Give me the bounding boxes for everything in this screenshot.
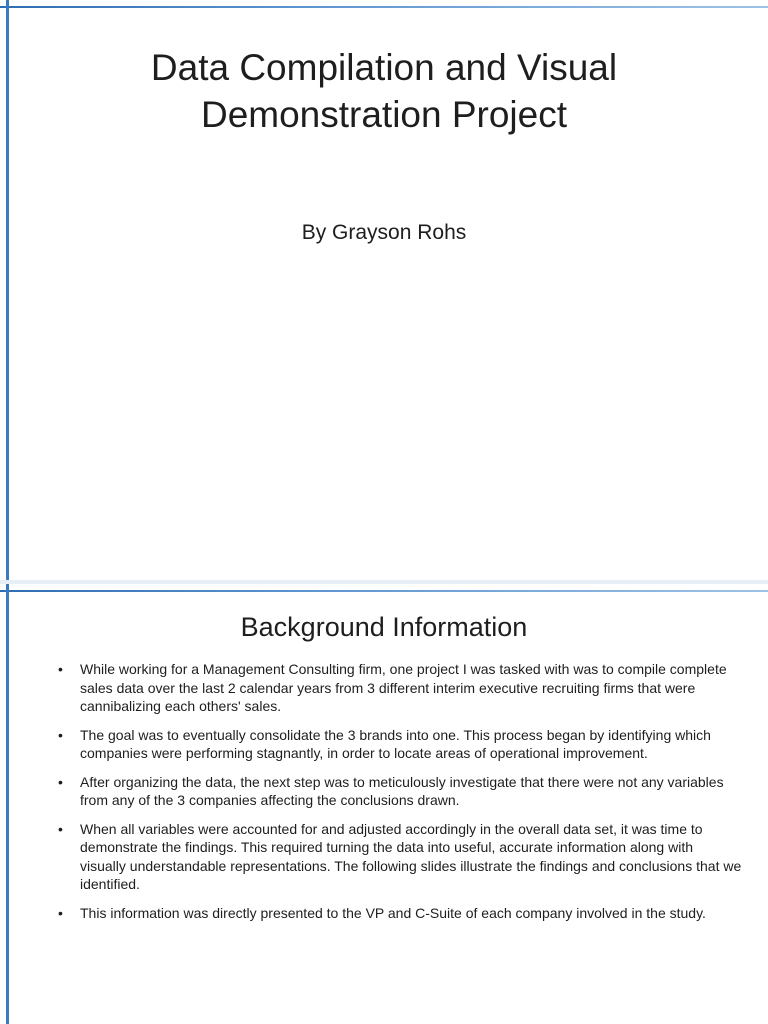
bullet-text: This information was directly presented to the VP and C-Suite of each company involved in the study. [80, 904, 706, 921]
bullet-text: After organizing the data, the next step was to meticulously investigate that there were not any variables from any of the 3 companies affecting the conclusions drawn. [80, 773, 724, 808]
bullet-icon: • [58, 773, 63, 790]
bullet-item [58, 773, 742, 810]
background-slide [0, 584, 768, 1024]
slide-title [40, 44, 728, 138]
slide-left-accent-bar [6, 584, 9, 1024]
bullet-icon: • [58, 904, 63, 921]
author-byline: By Grayson Rohs [301, 221, 467, 244]
slide-left-accent-bar [6, 0, 9, 580]
bullet-item [58, 820, 742, 894]
slide-top-accent-line [0, 6, 768, 8]
bullet-item [58, 726, 742, 763]
slide-title-line-1: Data Compilation and Visual [150, 47, 618, 88]
bullet-text: While working for a Management Consulting firm, one project I was tasked with was to compile complete sales data over the last 2 calendar years from 3 different interim executive recruiting firms that were cannibalizing each others' sales. [80, 661, 727, 714]
bullet-icon: • [58, 820, 63, 837]
bullet-item [58, 904, 742, 923]
bullet-item [58, 660, 742, 716]
bullet-icon: • [58, 726, 63, 743]
slide-title-line-2: Demonstration Project [200, 94, 568, 135]
bullet-text: The goal was to eventually consolidate the 3 brands into one. This process began by identifying which companies were performing stagnantly, in order to locate areas of operational improvement. [80, 726, 711, 761]
bullet-list [58, 660, 742, 932]
slide-top-accent-line [0, 590, 768, 592]
bullet-text: When all variables were accounted for and adjusted accordingly in the overall data set, it was time to demonstrate the findings. This required turning the data into useful, accurate information along with visually understandable representations. The following slides illustrate the findings and conclusions that we identified. [80, 820, 742, 892]
slide-heading: Background Information [240, 612, 528, 642]
bullet-icon: • [58, 661, 63, 677]
